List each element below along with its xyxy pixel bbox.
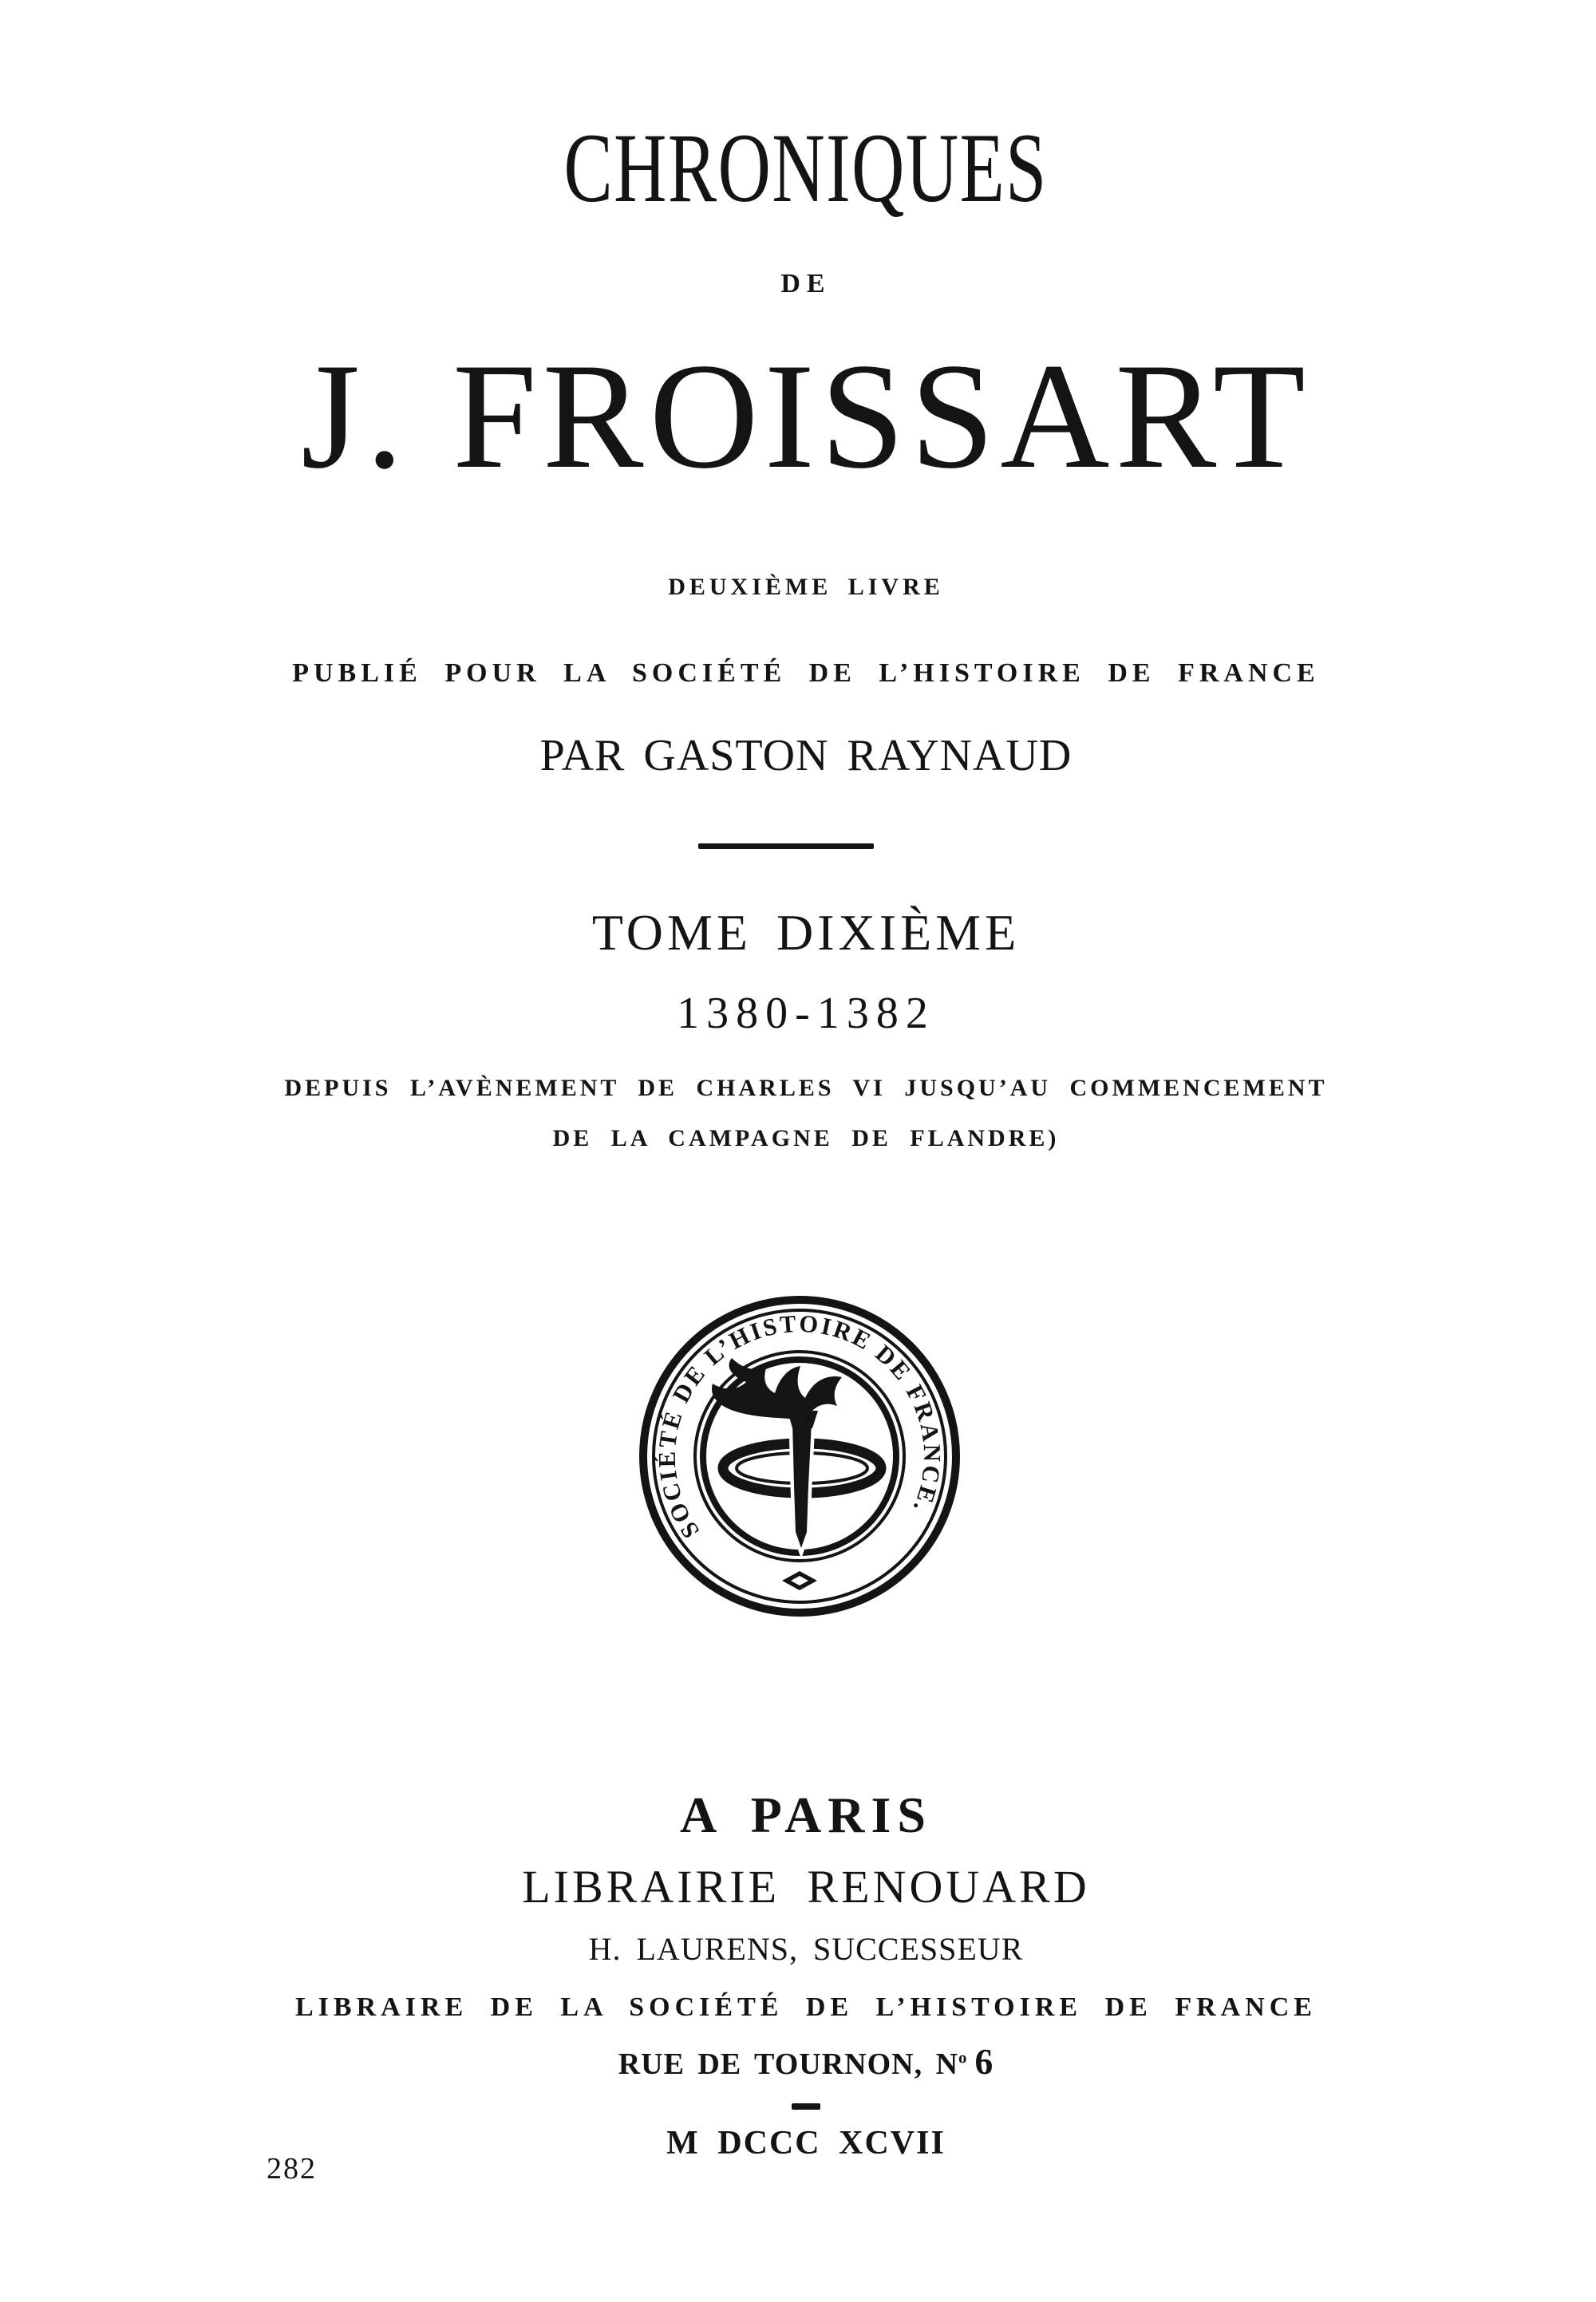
imprint-ordinal-sup: o <box>958 2047 967 2067</box>
imprint-street: RUE DE TOURNON, N <box>618 2047 959 2081</box>
imprint-divider-dash <box>792 2103 820 2110</box>
title-connector-de: DE <box>780 269 832 298</box>
date-range-line-1: DEPUIS L’AVÈNEMENT DE CHARLES VI JUSQU’AU COMMENCEMENT <box>284 1075 1328 1101</box>
editor-line: PAR GASTON RAYNAUD <box>539 731 1073 780</box>
author-title: J. FROISSART <box>301 333 1311 500</box>
imprint-successor: H. LAURENS, SUCCESSEUR <box>588 1931 1024 1967</box>
section-divider-rule <box>698 843 874 849</box>
series-title <box>8 113 1596 223</box>
imprint-city: A PARIS <box>680 1787 932 1843</box>
torch-flame <box>712 1358 842 1420</box>
book-number-line: DEUXIÈME LIVRE <box>668 574 944 600</box>
series-title-text: CHRONIQUES <box>563 113 1049 223</box>
diamond-ornament <box>782 1571 817 1590</box>
society-seal <box>636 1293 963 1620</box>
published-for-line: PUBLIÉ POUR LA SOCIÉTÉ DE L’HISTOIRE DE FRANCE <box>292 658 1320 688</box>
imprint-publisher: LIBRAIRIE RENOUARD <box>522 1861 1090 1913</box>
imprint-year-roman: M DCCC XCVII <box>666 2125 946 2162</box>
imprint-role: LIBRAIRE DE LA SOCIÉTÉ DE L’HISTOIRE DE FRANCE <box>295 1992 1317 2022</box>
seal-ring-text: SOCIÉTÉ DE L’HISTOIRE DE FRANCE. <box>653 1309 946 1544</box>
tome-line: TOME DIXIÈME <box>591 904 1021 961</box>
society-seal-graphic <box>636 1293 963 1620</box>
imprint-address <box>8 2043 1596 2080</box>
date-range-line-2: DE LA CAMPAGNE DE FLANDRE) <box>552 1125 1060 1151</box>
plate-number: 282 <box>267 2152 317 2186</box>
years-line: 1380-1382 <box>677 989 935 1038</box>
imprint-street-number: 6 <box>974 2041 994 2082</box>
